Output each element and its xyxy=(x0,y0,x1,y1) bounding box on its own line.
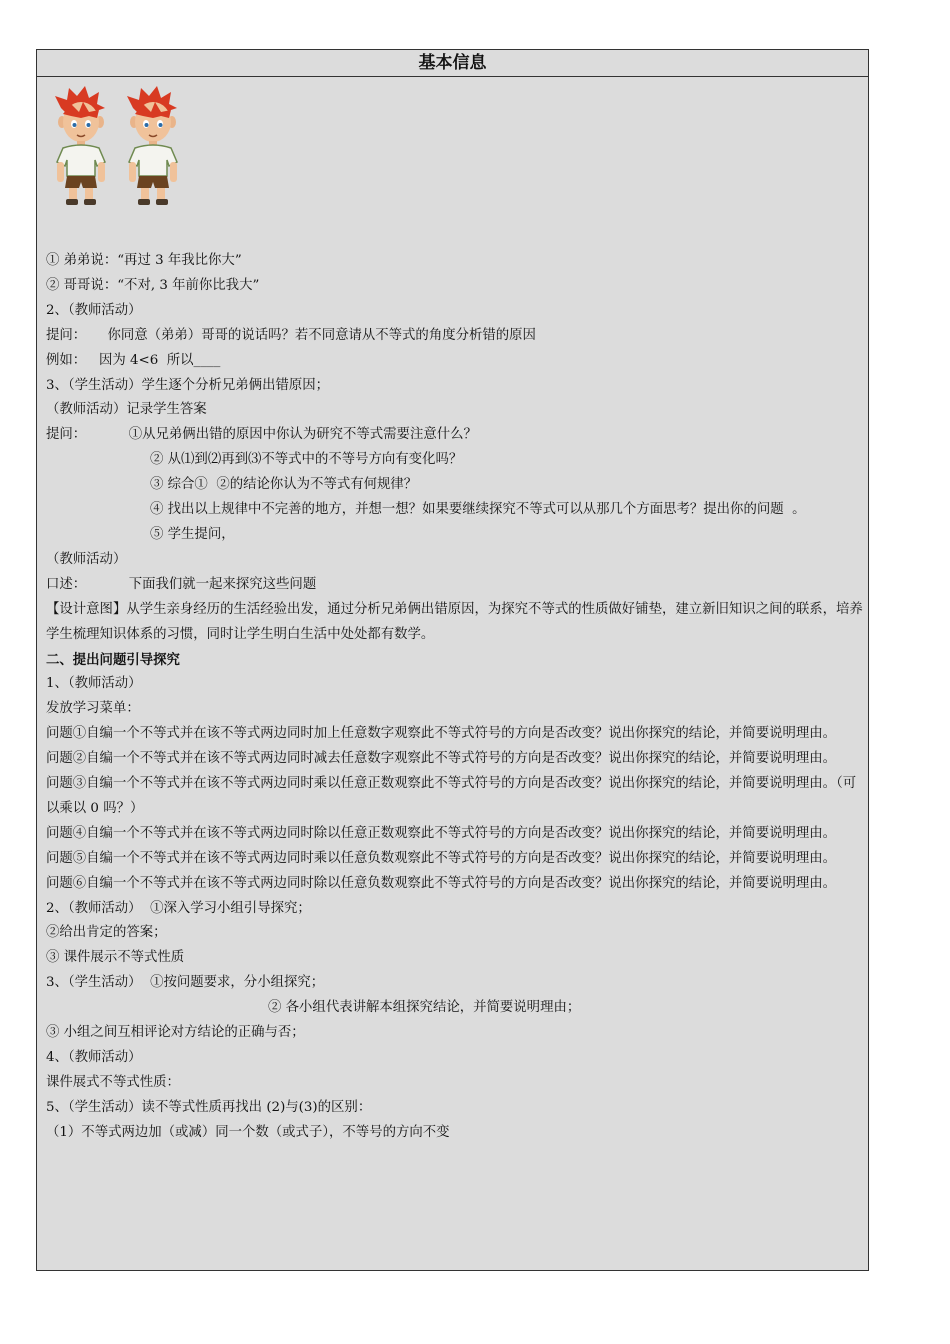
table-header: 基本信息 xyxy=(37,50,868,77)
content-line: （1）不等式两边加（或减）同一个数（或式子），不等号的方向不变 xyxy=(46,1124,450,1140)
content-line: 提问： ①从兄弟俩出错的原因中你认为研究不等式需要注意什么？ xyxy=(46,427,477,443)
content-line: 问题⑤自编一个不等式并在该不等式两边同时乘以任意负数观察此不等式符号的方向是否改变？说出你探究的结论，并简要说明理由。 xyxy=(46,850,837,866)
content-line: 问题②自编一个不等式并在该不等式两边同时减去任意数字观察此不等式符号的方向是否改变？说出你探究的结论，并简要说明理由。 xyxy=(46,751,837,767)
content-line: 2、（教师活动） ①深入学习小组引导探究； xyxy=(46,900,311,916)
content-line: 发放学习菜单： xyxy=(46,701,140,717)
boys-icon xyxy=(51,84,201,209)
content-line: 1、（教师活动） xyxy=(46,676,142,692)
content-line: ③ 课件展示不等式性质 xyxy=(46,950,185,966)
content-line: ④ 找出以上规律中不完善的地方，并想一想？如果要继续探究不等式可以从那几个方面思考？提出你的问题 。 xyxy=(150,502,806,518)
content-line: （教师活动）记录学生答案 xyxy=(46,402,207,418)
content-line: ③ 小组之间互相评论对方结论的正确与否； xyxy=(46,1025,305,1041)
content-line: 3、（学生活动）学生逐个分析兄弟俩出错原因； xyxy=(46,377,330,393)
content-line: 提问： 你同意（弟弟）哥哥的说话吗？若不同意请从不等式的角度分析错的原因 xyxy=(46,327,536,343)
content-line: 口述： 下面我们就一起来探究这些问题 xyxy=(46,576,317,592)
content-line: ②给出肯定的答案； xyxy=(46,925,167,941)
content-line: 问题①自编一个不等式并在该不等式两边同时加上任意数字观察此不等式符号的方向是否改变？说出你探究的结论，并简要说明理由。 xyxy=(46,726,837,742)
content-line: 2、（教师活动） xyxy=(46,302,142,318)
content-line: 二、提出问题引导探究 xyxy=(46,651,180,668)
content-line: ② 从⑴到⑵再到⑶不等式中的不等号方向有变化吗？ xyxy=(150,452,463,468)
content-line: 课件展式不等式性质： xyxy=(46,1074,180,1090)
content-line: ① 弟弟说：“再过 3 年我比你大” xyxy=(46,253,242,268)
content-line: 问题④自编一个不等式并在该不等式两边同时除以任意正数观察此不等式符号的方向是否改变？说出你探究的结论，并简要说明理由。 xyxy=(46,825,837,841)
content-line: ② 哥哥说：“不对, 3 年前你比我大” xyxy=(46,277,260,293)
content-line: 5、（学生活动）读不等式性质再找出 (2)与(3)的区别： xyxy=(46,1099,372,1115)
lesson-content xyxy=(46,249,864,1146)
content-line: 问题⑥自编一个不等式并在该不等式两边同时除以任意负数观察此不等式符号的方向是否改变？说出你探究的结论，并简要说明理由。 xyxy=(46,875,837,891)
content-line: 3、（学生活动） ①按问题要求，分小组探究； xyxy=(46,975,325,991)
content-line: ⑤ 学生提问， xyxy=(150,526,235,542)
content-line: ② 各小组代表讲解本组探究结论，并简要说明理由； xyxy=(268,1000,581,1016)
content-line: 问题③自编一个不等式并在该不等式两边同时乘以任意正数观察此不等式符号的方向是否改变？说出你探究的结论，并简要说明理由。（可以乘以 0 吗？） xyxy=(46,776,857,816)
content-line: 【设计意图】从学生亲身经历的生活经验出发，通过分析兄弟俩出错原因，为探究不等式的性质做好铺垫，建立新旧知识之间的联系，培养学生梳理知识体系的习惯，同时让学生明白生活中处处都有数学。 xyxy=(46,601,863,642)
content-line: ③ 综合① ②的结论你认为不等式有何规律？ xyxy=(150,477,418,493)
info-table xyxy=(36,49,869,1271)
content-line: 4、（教师活动） xyxy=(46,1050,142,1065)
content-line: （教师活动） xyxy=(46,551,127,567)
two-boys-illustration xyxy=(51,84,201,209)
content-line: 例如： 因为 4<6 所以____ xyxy=(46,352,221,368)
